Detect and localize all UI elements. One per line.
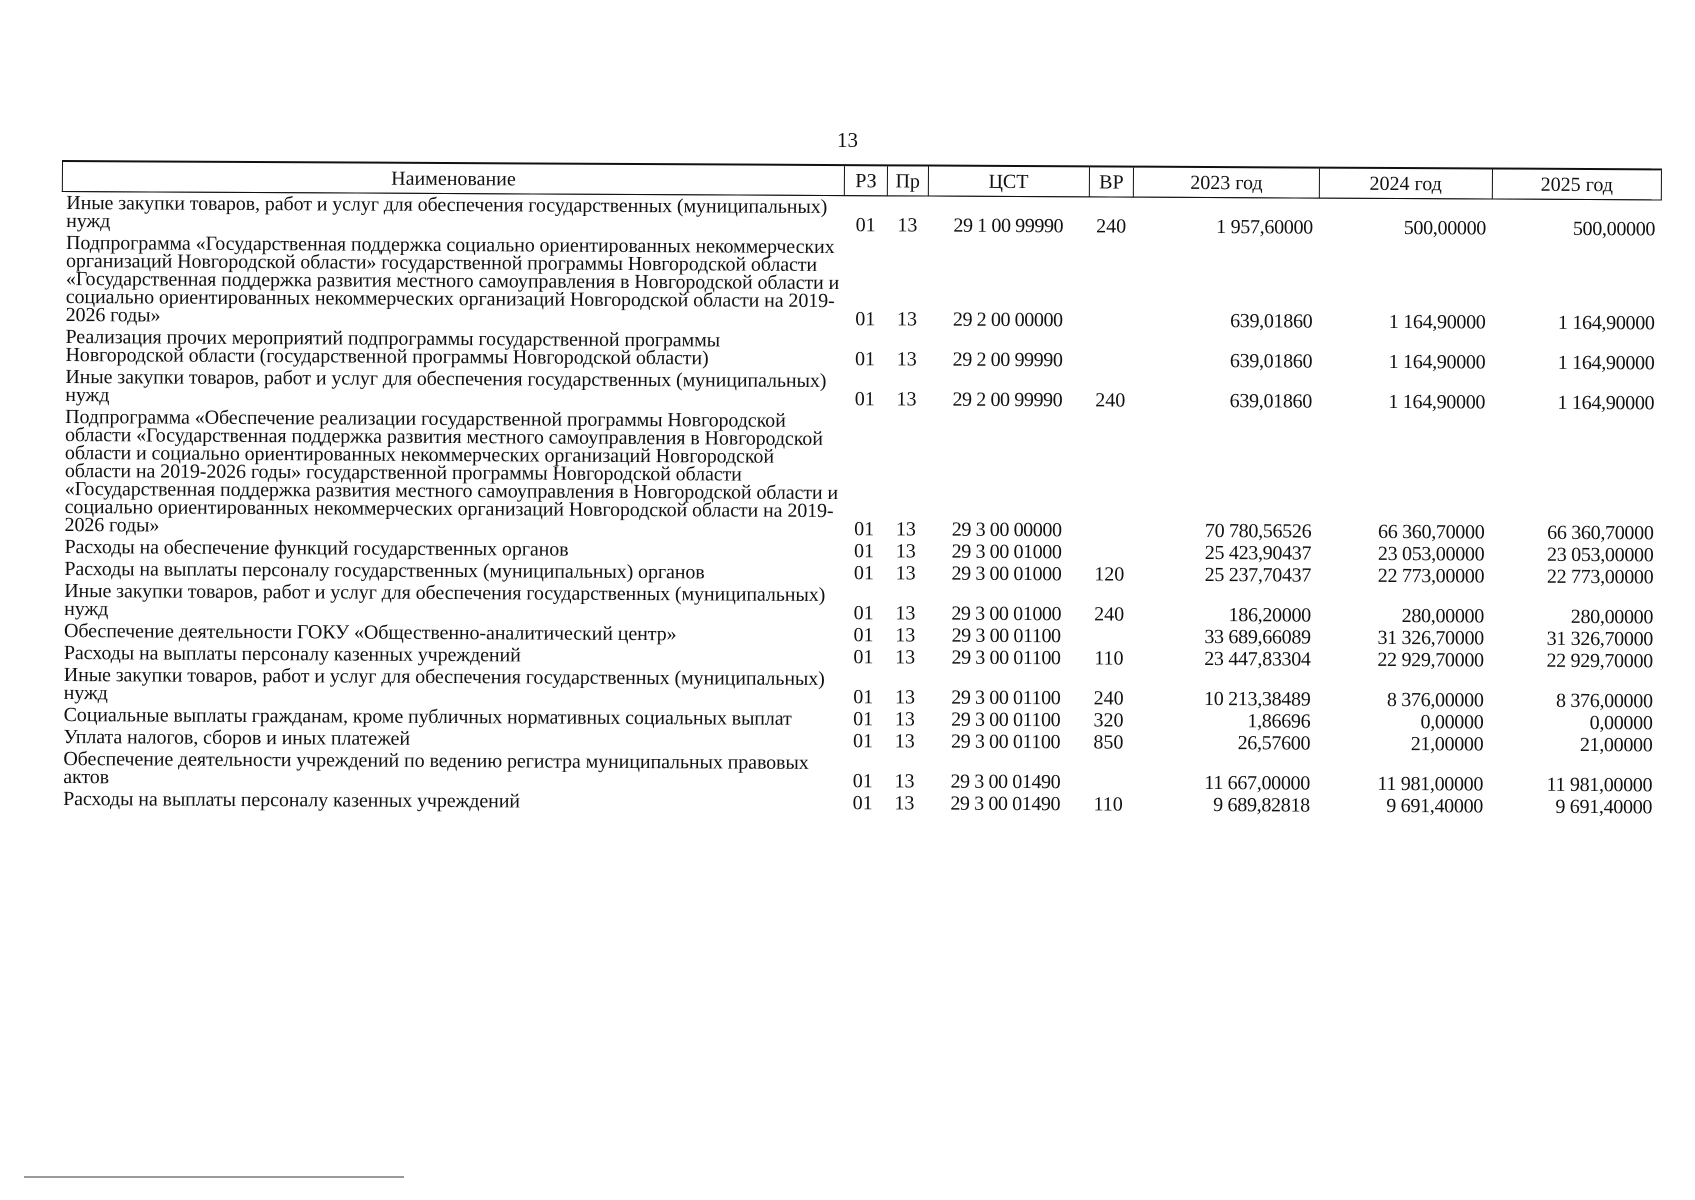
cell-2024: 500,00000 (1403, 217, 1487, 240)
cell-pr: 13 (894, 792, 915, 815)
cell-vr: 240 (1096, 215, 1127, 238)
cell-2024: 280,00000 (1401, 605, 1485, 628)
header-name: Наименование (62, 161, 844, 196)
cell-cst: 29 2 00 00000 (952, 308, 1063, 332)
cell-2023: 639,01860 (1230, 310, 1313, 333)
cell-cst: 29 3 00 01490 (950, 770, 1061, 794)
cell-vr (1086, 753, 1131, 793)
cell-cst: 29 3 00 01000 (951, 562, 1062, 586)
cell-pr: 13 (896, 348, 917, 371)
header-cst: ЦСТ (928, 166, 1089, 197)
table-body (59, 192, 1661, 819)
cell-vr: 120 (1094, 563, 1125, 586)
table-row (62, 232, 1661, 334)
cell-name: Иные закупки товаров, работ и услуг для обеспечения государственных (муниципальных) нужд (63, 664, 825, 705)
cell-2025: 22 773,00000 (1546, 565, 1654, 589)
cell-name: Реализация прочих мероприятий подпрограммы государственной программы Новгородской области (государственной программы Новгородской области) (65, 326, 721, 370)
cell-vr: 240 (1093, 687, 1124, 710)
cell-pr: 13 (894, 730, 915, 753)
cell-2023: 11 667,00000 (1204, 771, 1311, 795)
cell-rz: 01 (853, 562, 874, 585)
cell-cst: 29 3 00 01100 (951, 646, 1061, 670)
cell-vr: 240 (1095, 389, 1126, 412)
cell-pr: 13 (895, 540, 916, 563)
cell-name: Уплата налогов, сборов и иных платежей (63, 726, 411, 750)
cell-name: Обеспечение деятельности ГОКУ «Общественно-аналитический центр» (63, 620, 677, 646)
header-2025: 2025 год (1492, 168, 1661, 199)
cell-2025: 22 929,70000 (1546, 649, 1653, 673)
cell-2025: 1 164,90000 (1557, 391, 1655, 415)
cell-2023: 10 213,38489 (1203, 687, 1311, 711)
cell-2024: 66 360,70000 (1377, 520, 1485, 544)
cell-2023: 23 447,83304 (1204, 647, 1311, 671)
cell-pr: 13 (894, 770, 915, 793)
cell-name: Иные закупки товаров, работ и услуг для обеспечения государственных (муниципальных) нужд (66, 192, 828, 233)
cell-rz: 01 (853, 624, 874, 647)
cell-rz: 01 (853, 708, 874, 731)
cell-vr (1087, 625, 1132, 647)
cell-pr: 13 (895, 518, 916, 541)
cell-name: Социальные выплаты гражданам, кроме публичных нормативных социальных выплат (63, 704, 792, 730)
cell-rz: 01 (853, 602, 874, 625)
cell-pr: 13 (894, 686, 916, 709)
cell-rz: 01 (855, 214, 876, 237)
cell-2025: 8 376,00000 (1555, 689, 1653, 713)
cell-2025: 11 981,00000 (1546, 773, 1653, 797)
cell-pr: 13 (895, 624, 916, 647)
cell-2023: 26,57600 (1237, 732, 1311, 755)
cell-2025: 500,00000 (1572, 217, 1656, 241)
header-vr: ВР (1089, 166, 1134, 197)
cell-pr: 13 (897, 214, 918, 237)
cell-rz: 01 (854, 348, 876, 371)
cell-rz: 01 (853, 540, 875, 563)
cell-2024: 23 053,00000 (1377, 542, 1485, 566)
cell-2023: 1,86696 (1247, 710, 1311, 733)
cell-2025: 280,00000 (1570, 605, 1654, 629)
cell-vr (1088, 237, 1133, 331)
cell-2023: 639,01860 (1229, 350, 1313, 373)
page-number: 13 (837, 128, 858, 152)
cell-2024: 21,00000 (1410, 733, 1484, 756)
cell-pr: 13 (895, 602, 916, 625)
header-2024: 2024 год (1319, 168, 1492, 199)
header-2023: 2023 год (1134, 167, 1320, 198)
cell-cst: 29 2 00 99990 (952, 388, 1063, 412)
cell-pr: 13 (895, 646, 916, 669)
cell-vr: 110 (1094, 647, 1124, 670)
cell-2023: 9 689,82818 (1213, 794, 1310, 817)
cell-name: Расходы на выплаты персоналу государственных (муниципальных) органов (64, 558, 705, 584)
cell-2023: 25 423,90437 (1204, 541, 1312, 565)
cell-2025: 66 360,70000 (1547, 521, 1654, 545)
budget-table-container (59, 160, 1662, 818)
cell-2023: 1 957,60000 (1216, 216, 1313, 239)
cell-2024: 22 929,70000 (1377, 648, 1484, 672)
cell-rz: 01 (852, 730, 874, 753)
cell-2023: 33 689,66089 (1204, 625, 1311, 649)
cell-2024: 9 691,40000 (1386, 794, 1484, 818)
cell-cst: 29 3 00 01100 (951, 708, 1061, 732)
footer-divider (24, 1176, 404, 1178)
cell-vr (1088, 331, 1133, 371)
cell-2025: 31 326,70000 (1546, 627, 1654, 651)
cell-name: Расходы на выплаты персоналу казенных учреждений (63, 642, 521, 667)
cell-name: Иные закупки товаров, работ и услуг для обеспечения государственных (муниципальных) нужд (64, 580, 826, 621)
cell-2024: 1 164,90000 (1388, 310, 1486, 334)
cell-2024: 22 773,00000 (1377, 564, 1485, 588)
cell-2024: 1 164,90000 (1388, 350, 1486, 374)
cell-name: Подпрограмма «Обеспечение реализации государственной программы Новгородской области «Государственная поддержка развития местного самоуправления в Новгородской области и социально ориентированных некоммерческих организаций Новгородской области на 2019-2026 годы» государственной программы Новгородской области «Государственная поддержка развития местного самоуправления в Новгородской области и социально ориентированных некоммерческих организаций Новгородской области на 2019-2026 годы» (64, 406, 839, 537)
cell-vr: 320 (1093, 709, 1124, 732)
cell-2024: 11 981,00000 (1377, 772, 1484, 796)
cell-cst: 29 3 00 01490 (950, 792, 1061, 816)
cell-rz: 01 (853, 646, 874, 669)
table-row (61, 406, 1661, 544)
cell-rz: 01 (852, 770, 873, 793)
cell-name: Обеспечение деятельности учреждений по ведению регистра муниципальных правовых актов (63, 748, 809, 789)
cell-2025: 0,00000 (1589, 712, 1653, 735)
cell-2025: 1 164,90000 (1557, 351, 1655, 375)
cell-cst: 29 1 00 99990 (953, 214, 1064, 238)
header-pr: Пр (887, 165, 928, 196)
cell-2025: 23 053,00000 (1546, 543, 1654, 567)
cell-pr: 13 (896, 388, 917, 411)
cell-rz: 01 (854, 518, 875, 541)
cell-rz: 01 (852, 792, 873, 815)
cell-2025: 1 164,90000 (1557, 311, 1655, 335)
cell-name: Расходы на обеспечение функций государственных органов (64, 536, 569, 561)
cell-2024: 0,00000 (1420, 711, 1484, 734)
cell-rz: 01 (854, 388, 875, 411)
cell-rz: 01 (855, 308, 876, 331)
cell-cst: 29 3 00 01000 (951, 540, 1062, 564)
cell-2025: 9 691,40000 (1555, 795, 1653, 819)
cell-name: Подпрограмма «Государственная поддержка социально ориентированных некоммерческих организаций Новгородской области» государственной программы Новгородской области «Государственная поддержка развития местного самоуправления в Новгородской области и социально ориентированных некоммерческих организаций Новгородской области на 2019-2026 годы» (65, 232, 840, 327)
cell-2023: 639,01860 (1229, 390, 1313, 413)
cell-name: Иные закупки товаров, работ и услуг для обеспечения государственных (муниципальных) нужд (65, 366, 827, 407)
cell-vr: 240 (1094, 603, 1125, 626)
cell-pr: 13 (896, 308, 918, 331)
cell-vr: 110 (1093, 793, 1123, 816)
cell-2023: 70 780,56526 (1204, 519, 1312, 543)
cell-2024: 8 376,00000 (1386, 688, 1484, 712)
cell-2023: 25 237,70437 (1204, 563, 1312, 587)
cell-2023: 186,20000 (1228, 604, 1311, 627)
header-rz: РЗ (844, 165, 887, 196)
cell-cst: 29 3 00 01100 (951, 730, 1061, 754)
cell-2024: 31 326,70000 (1377, 626, 1484, 650)
cell-2024: 1 164,90000 (1388, 390, 1486, 414)
cell-cst: 29 3 00 01100 (951, 686, 1061, 710)
cell-vr (1087, 541, 1132, 563)
cell-pr: 13 (895, 562, 916, 585)
budget-table (59, 160, 1662, 818)
cell-cst: 29 2 00 99990 (952, 348, 1063, 372)
cell-rz: 01 (853, 686, 874, 709)
cell-cst: 29 3 00 00000 (951, 518, 1062, 542)
cell-vr: 850 (1093, 731, 1124, 754)
cell-2025: 21,00000 (1579, 733, 1653, 757)
cell-cst: 29 3 00 01100 (951, 624, 1061, 648)
cell-vr (1087, 411, 1132, 541)
cell-pr: 13 (894, 708, 915, 731)
cell-cst: 29 3 00 01000 (951, 602, 1062, 626)
cell-name: Расходы на выплаты персоналу казенных учреждений (63, 788, 521, 813)
